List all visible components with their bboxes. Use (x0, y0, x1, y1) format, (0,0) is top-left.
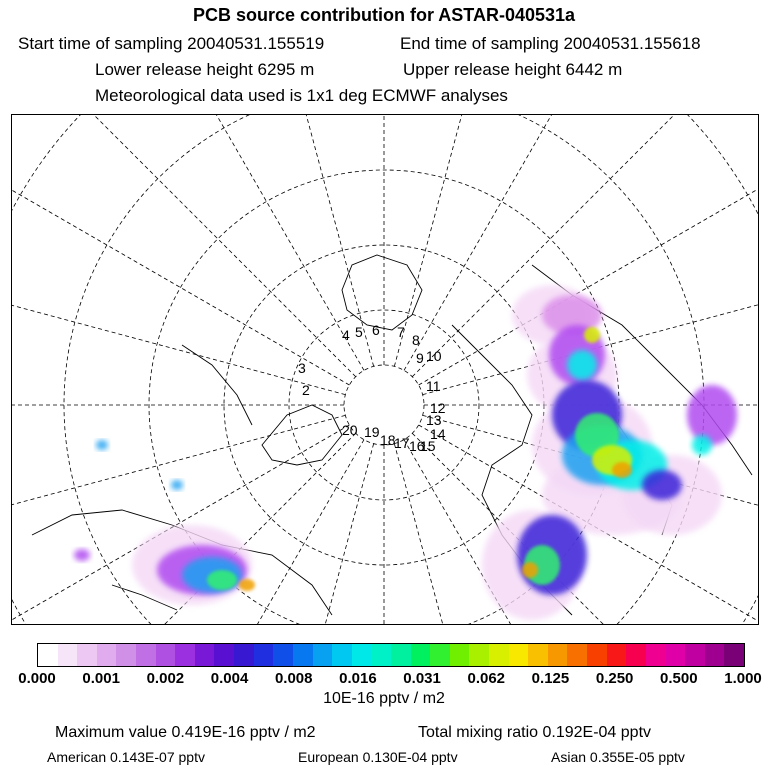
colorbar-swatch (136, 644, 156, 666)
greenland-coast (342, 255, 422, 330)
sampling-start-time: Start time of sampling 20040531.155519 (18, 34, 325, 53)
colorbar-swatch (411, 644, 431, 666)
colorbar-swatch (567, 644, 587, 666)
colorbar-swatch (489, 644, 509, 666)
colorbar (37, 643, 745, 667)
colorbar-swatch (509, 644, 529, 666)
colorbar-tick-label: 0.004 (210, 670, 249, 687)
colorbar-tick-label: 0.125 (531, 670, 570, 687)
plume-blob (74, 549, 90, 561)
traj-label: 13 (426, 412, 442, 428)
colorbar-tick-label: 0.016 (339, 670, 377, 687)
latitude-circle-30 (12, 115, 758, 624)
traj-label: 20 (342, 422, 358, 438)
map-canvas (12, 115, 758, 624)
colorbar-tick-label: 0.002 (146, 670, 185, 687)
meridian-line (12, 224, 345, 395)
colorbar-swatch (97, 644, 117, 666)
traj-label: 2 (302, 382, 310, 398)
page-title: PCB source contribution for ASTAR-040531a (192, 5, 576, 25)
meteorological-data-note: Meteorological data used is 1x1 deg ECMWF analyses (95, 86, 508, 105)
colorbar-tick-label: 0.250 (595, 670, 634, 687)
traj-label: 5 (355, 324, 363, 340)
meridian-lines (12, 115, 758, 624)
colorbar-swatch (607, 644, 627, 666)
plume-blob (692, 435, 712, 455)
colorbar-swatch (528, 644, 548, 666)
plume-blob (207, 570, 237, 590)
colorbar-swatch (685, 644, 705, 666)
maximum-value: Maximum value 0.419E-16 pptv / m2 (55, 724, 316, 741)
meridian-line (34, 115, 364, 370)
traj-label: 9 (416, 350, 424, 366)
traj-label: 10 (426, 348, 442, 364)
plume-blob (522, 562, 538, 578)
traj-label: 19 (364, 424, 380, 440)
colorbar-swatch (313, 644, 333, 666)
colorbar-swatch (548, 644, 568, 666)
plume-blob (567, 350, 597, 380)
traj-label: 12 (430, 400, 446, 416)
colorbar-swatch (156, 644, 176, 666)
traj-label: 6 (372, 322, 380, 338)
colorbar-swatch (175, 644, 195, 666)
colorbar-tick-label: 0.062 (467, 670, 506, 687)
colorbar-swatch (666, 644, 686, 666)
colorbar-tick-label: 0.500 (660, 670, 698, 687)
colorbar-swatch (391, 644, 411, 666)
sampling-end-time: End time of sampling 20040531.155618 (400, 34, 701, 53)
traj-label: 14 (430, 426, 446, 442)
colorbar-swatch (293, 644, 313, 666)
upper-release-height: Upper release height 6442 m (403, 60, 623, 79)
lower-release-height: Lower release height 6295 m (95, 60, 315, 79)
colorbar-swatch (195, 644, 215, 666)
traj-label: 7 (397, 324, 405, 340)
colorbar-swatch (254, 644, 274, 666)
colorbar-tick-label: 0.008 (274, 670, 313, 687)
colorbar-swatch (38, 644, 58, 666)
colorbar-tick-label: 0.000 (18, 670, 56, 687)
colorbar-tick-label: 0.001 (82, 670, 120, 687)
meridian-line (12, 115, 349, 385)
traj-label: 8 (412, 332, 420, 348)
plume-blob (687, 385, 737, 445)
asian-contribution: Asian 0.355E-05 pptv (551, 749, 685, 765)
colorbar-swatch (58, 644, 78, 666)
european-contribution: European 0.130E-04 pptv (298, 749, 458, 765)
traj-label: 4 (342, 327, 350, 343)
colorbar-swatch (273, 644, 293, 666)
meridian-line (12, 115, 356, 377)
traj-label: 17 (394, 435, 410, 451)
colorbar-swatch (626, 644, 646, 666)
latitude-circle-70 (289, 310, 479, 500)
colorbar-swatch (705, 644, 725, 666)
graticule (12, 115, 758, 624)
colorbar-swatch (77, 644, 97, 666)
plume-blob (96, 440, 108, 450)
colorbar-swatch (234, 644, 254, 666)
colorbar-swatch (724, 644, 744, 666)
traj-label: 18 (380, 432, 396, 448)
polar-map (11, 114, 759, 625)
trajectory-labels (298, 322, 446, 454)
plume-blob (642, 470, 682, 500)
colorbar-swatch (430, 644, 450, 666)
colorbar-swatch (450, 644, 470, 666)
pcb-plumes (74, 285, 737, 620)
plume-blob (584, 327, 600, 343)
total-mixing-ratio: Total mixing ratio 0.192E-04 pptv (418, 724, 652, 741)
colorbar-swatch (352, 644, 372, 666)
arctic-islands-coast (262, 405, 342, 465)
traj-label: 11 (426, 378, 441, 394)
colorbar-swatch (469, 644, 489, 666)
plume-blob (239, 579, 255, 591)
american-contribution: American 0.143E-07 pptv (47, 749, 205, 765)
traj-label: 15 (420, 438, 436, 454)
colorbar-swatch (214, 644, 234, 666)
colorbar-tick-label: 1.000 (724, 670, 762, 687)
plume-blob (171, 480, 183, 490)
traj-label: 3 (298, 360, 306, 376)
colorbar-swatch (116, 644, 136, 666)
colorbar-swatch (332, 644, 352, 666)
colorbar-units: 10E-16 pptv / m2 (323, 690, 445, 707)
colorbar-swatch (646, 644, 666, 666)
plume-blob (612, 462, 632, 478)
canada-coast (182, 345, 252, 425)
colorbar-swatch (587, 644, 607, 666)
traj-label: 16 (409, 438, 425, 454)
colorbar-swatch (371, 644, 391, 666)
colorbar-tick-label: 0.031 (403, 670, 441, 687)
